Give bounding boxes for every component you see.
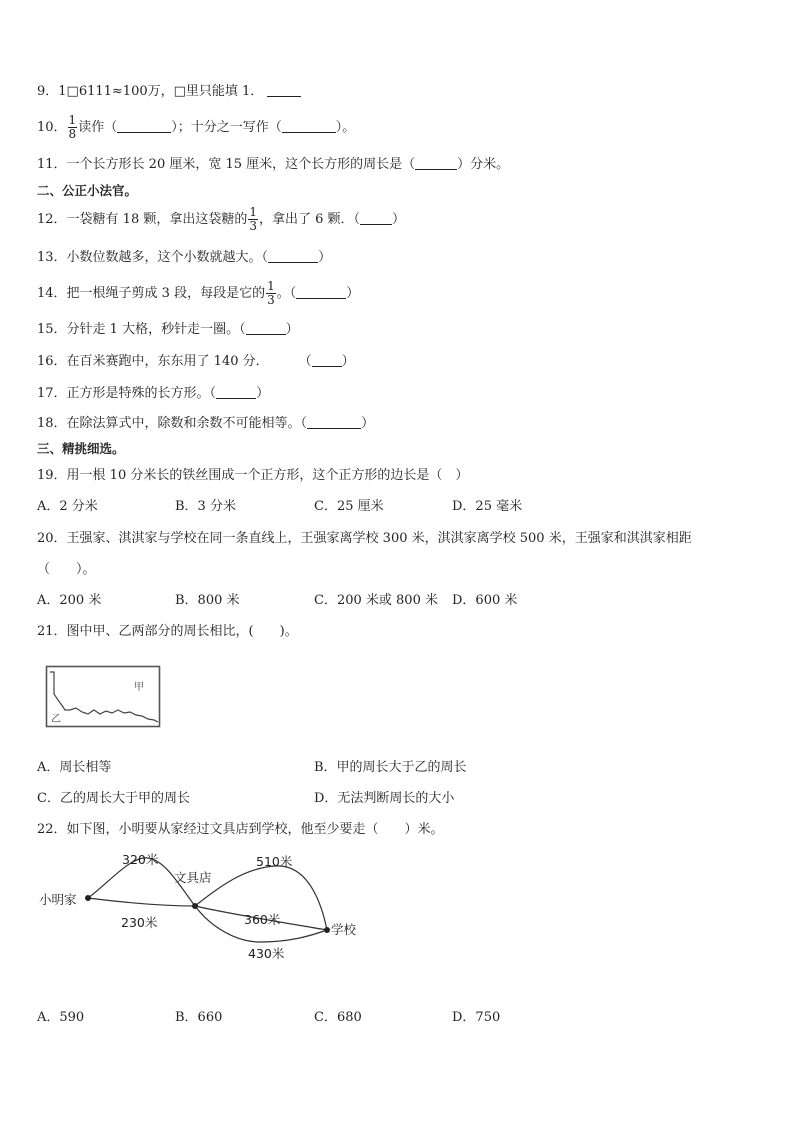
question-number: 12． (37, 212, 67, 227)
question-text: ，拿出了 6 颗．（ (259, 212, 361, 227)
question-text: 。（ (276, 286, 297, 301)
question-text: 一个长方形长 20 厘米，宽 15 厘米，这个长方形的周长是（ (66, 157, 416, 172)
option-b[interactable]: B．800 米 (175, 593, 240, 608)
question-number: 10． (37, 120, 67, 135)
question-text: ） (361, 416, 375, 431)
distance-label: 360米 (244, 912, 281, 927)
question-number: 11． (37, 157, 67, 172)
question-13 (37, 250, 331, 266)
option-a[interactable]: A．2 分米 (37, 499, 98, 514)
home-dot (85, 895, 91, 901)
school-dot (324, 927, 330, 933)
distance-label: 510米 (256, 854, 293, 869)
school-label: 学校 (331, 922, 357, 937)
question-number: 19． (37, 468, 67, 483)
option-d[interactable]: D．25 毫米 (452, 499, 523, 514)
question-text: ） (346, 286, 360, 301)
answer-blank[interactable] (360, 212, 392, 225)
question-text: 如下图，小明要从家经过文具店到学校，他至少要走（ ）米。 (66, 822, 444, 837)
question-text: 把一根绳子剪成 3 段，每段是它的 (66, 286, 266, 301)
question-text: ）；十分之一写作（ (171, 120, 282, 135)
question-text: 图中甲、乙两部分的周长相比，( )。 (66, 624, 298, 639)
option-b[interactable]: B．660 (175, 1010, 223, 1025)
answer-blank[interactable] (296, 286, 346, 299)
question-text: 王强家、淇淇家与学校在同一条直线上，王强家离学校 300 米，淇淇家离学校 500 米，王强家和淇淇家相距 (66, 531, 692, 546)
section-title: 三、精挑细选。 (37, 441, 125, 456)
answer-blank[interactable] (307, 416, 361, 429)
question-10 (37, 114, 355, 141)
question-9 (37, 84, 301, 100)
option-c[interactable]: C．乙的周长大于甲的周长 (37, 791, 190, 806)
question-22 (37, 822, 444, 838)
question-text: 正方形是特殊的长方形。（ (66, 386, 217, 401)
fraction: $\frac{1}{3}$ (267, 279, 275, 307)
answer-blank[interactable] (268, 250, 318, 263)
option-c[interactable]: C．25 厘米 (314, 499, 384, 514)
question-text: ）。 (335, 120, 356, 135)
question-text: ） (256, 386, 270, 401)
label-jia: 甲 (134, 682, 144, 693)
question-text: ） (318, 250, 332, 265)
fraction: $\frac{1}{8}$ (68, 113, 77, 141)
question-number: 20． (37, 531, 67, 546)
question-number: 9． (37, 84, 59, 99)
section-title: 二、公正小法官。 (37, 183, 138, 198)
store-dot (192, 903, 198, 909)
option-d[interactable]: D．750 (452, 1010, 501, 1025)
home-label: 小明家 (39, 892, 77, 907)
question-text: ）分米。 (457, 157, 510, 172)
question-text: 在除法算式中，除数和余数不可能相等。（ (66, 416, 308, 431)
question-text: 一袋糖有 18 颗，拿出这袋糖的 (66, 212, 248, 227)
perimeter-figure (44, 664, 164, 730)
question-12 (37, 206, 405, 233)
option-b[interactable]: B．甲的周长大于乙的周长 (314, 760, 467, 775)
option-a[interactable]: A．周长相等 (37, 760, 112, 775)
question-number: 14． (37, 286, 67, 301)
question-text: 1□6111≈100万，□里只能填 1． (58, 84, 264, 99)
question-11 (37, 157, 509, 173)
question-15 (37, 322, 299, 338)
distance-label: 430米 (248, 946, 285, 961)
question-16 (37, 354, 355, 370)
route-230 (88, 898, 195, 906)
answer-blank[interactable] (246, 322, 286, 335)
question-text: 用一根 10 分米长的铁丝围成一个正方形，这个正方形的边长是（ ） (66, 468, 469, 483)
answer-blank[interactable] (117, 120, 171, 133)
question-14 (37, 280, 359, 307)
question-number: 22． (37, 822, 67, 837)
question-number: 13． (37, 250, 67, 265)
question-text: ） (285, 322, 299, 337)
option-b[interactable]: B．3 分米 (175, 499, 236, 514)
question-text: 在百米赛跑中，东东用了 140 分． (66, 354, 269, 369)
question-text: 小数位数越多，这个小数就越大。（ (66, 250, 269, 265)
answer-blank[interactable] (415, 157, 457, 170)
question-19 (37, 468, 468, 484)
label-yi: 乙 (51, 714, 61, 725)
answer-blank[interactable] (312, 354, 342, 367)
answer-blank[interactable] (267, 84, 301, 97)
answer-blank[interactable] (282, 120, 336, 133)
option-a[interactable]: A．590 (37, 1010, 85, 1025)
route-map (30, 846, 370, 970)
question-18 (37, 416, 374, 432)
distance-label: 230米 (121, 915, 158, 930)
option-d[interactable]: D．无法判断周长的大小 (314, 791, 455, 806)
option-a[interactable]: A．200 米 (37, 593, 102, 608)
question-number: 15． (37, 322, 67, 337)
question-text: ） (392, 212, 406, 227)
store-label: 文具店 (174, 870, 212, 885)
question-number: 21． (37, 624, 67, 639)
question-number: 18． (37, 416, 67, 431)
question-text: 读作（ (78, 120, 118, 135)
answer-blank[interactable] (216, 386, 256, 399)
option-c[interactable]: C．200 米或 800 米 (314, 593, 438, 608)
distance-label: 320米 (122, 852, 159, 867)
question-20-blank: （ ）。 (37, 562, 96, 577)
question-text: （ (298, 354, 312, 369)
question-text: 分针走 1 大格，秒针走一圈。（ (66, 322, 246, 337)
question-text: ） (341, 354, 355, 369)
option-c[interactable]: C．680 (314, 1010, 362, 1025)
question-number: 17． (37, 386, 67, 401)
question-number: 16． (37, 354, 67, 369)
question-20 (37, 531, 692, 547)
fraction: $\frac{1}{3}$ (249, 205, 257, 233)
option-d[interactable]: D．600 米 (452, 593, 518, 608)
question-21 (37, 624, 298, 640)
question-17 (37, 386, 269, 402)
